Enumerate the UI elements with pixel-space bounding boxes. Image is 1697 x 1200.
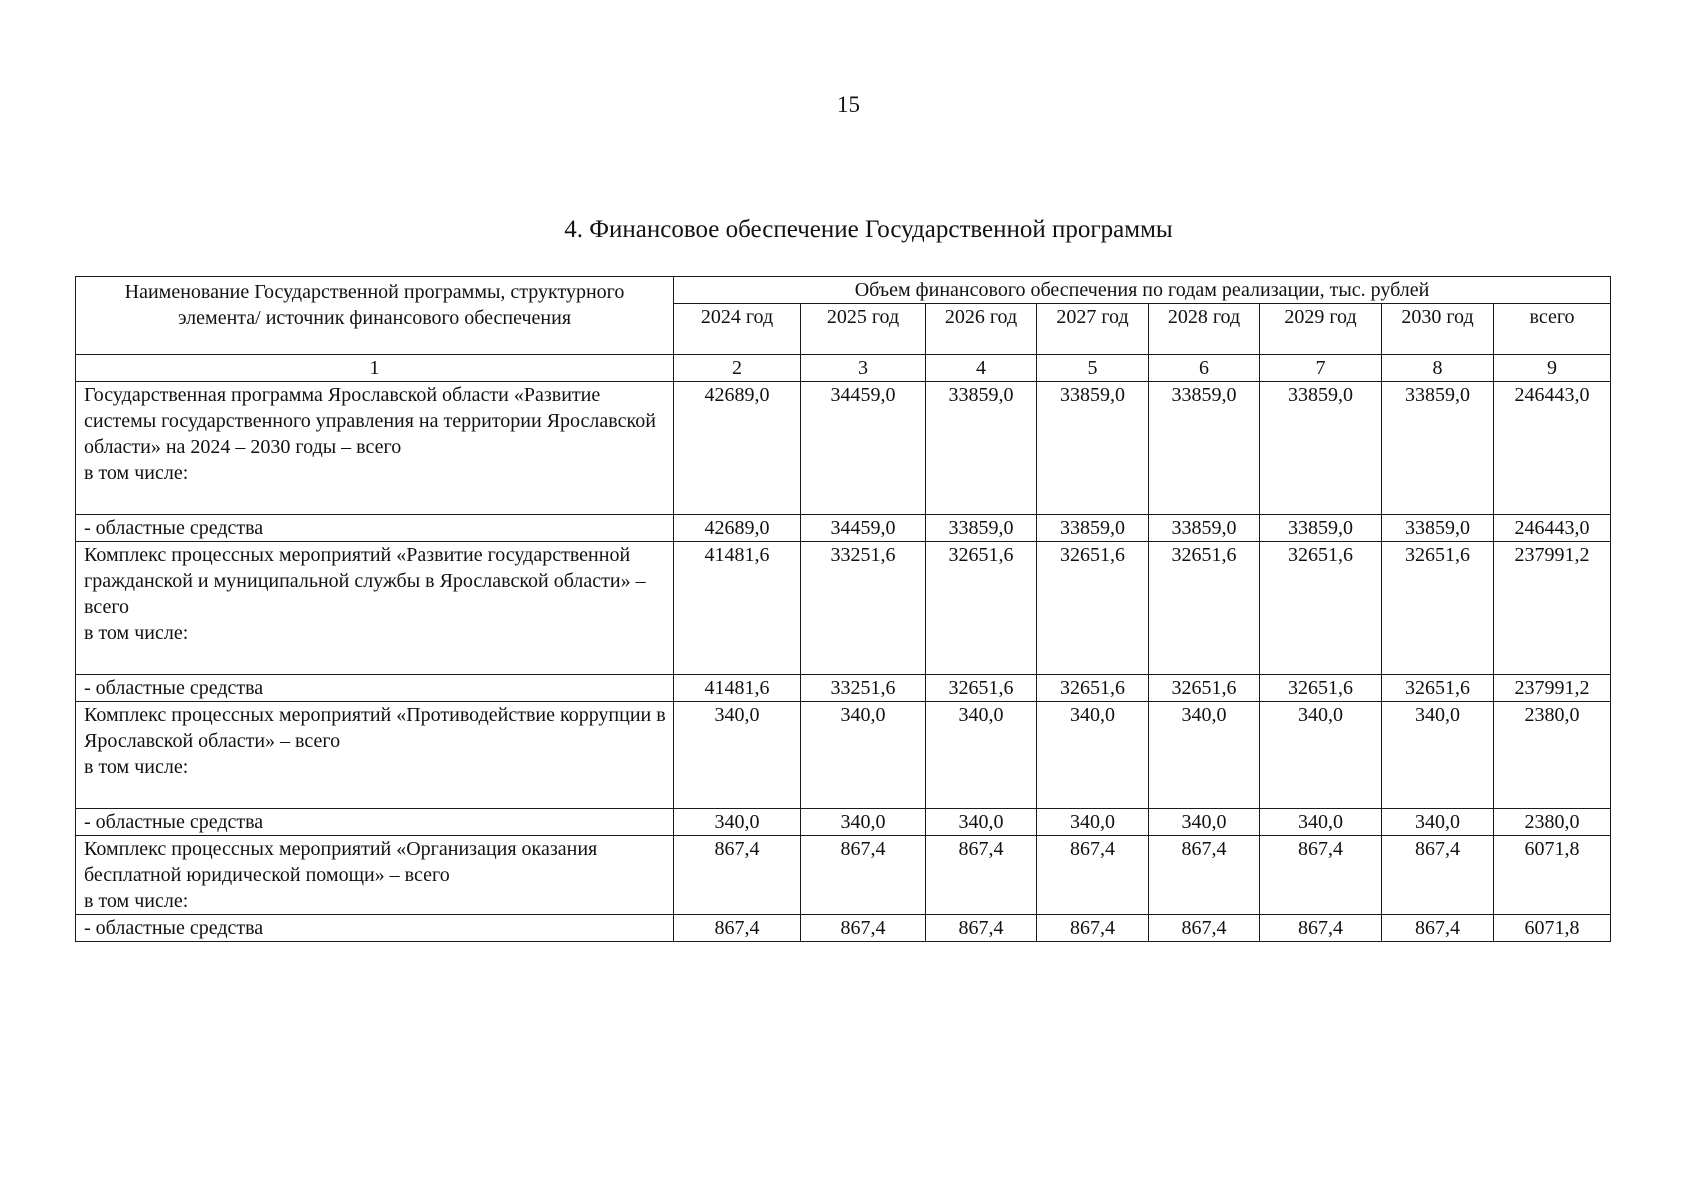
- financing-table: [75, 276, 1611, 942]
- year-value-cell: 32651,6: [1382, 675, 1494, 702]
- year-value-cell: 867,4: [1149, 915, 1260, 942]
- year-value-cell: 33859,0: [1037, 382, 1149, 515]
- total-value-cell: 237991,2: [1494, 675, 1611, 702]
- year-value-cell: 340,0: [1382, 809, 1494, 836]
- year-value-cell: 867,4: [674, 836, 801, 915]
- year-value-cell: 32651,6: [1149, 542, 1260, 675]
- year-value-cell: 32651,6: [926, 675, 1037, 702]
- source-label: - областные средства: [76, 809, 674, 836]
- year-value-cell: 42689,0: [674, 515, 801, 542]
- year-value-cell: 340,0: [674, 809, 801, 836]
- year-value-cell: 32651,6: [1382, 542, 1494, 675]
- year-value-cell: 340,0: [1149, 702, 1260, 809]
- year-header: 2028 год: [1149, 304, 1260, 355]
- header-row-top: [76, 277, 1611, 304]
- year-value-cell: 41481,6: [674, 675, 801, 702]
- year-value-cell: 33859,0: [1149, 382, 1260, 515]
- year-value-cell: 340,0: [1382, 702, 1494, 809]
- year-value-cell: 867,4: [1037, 915, 1149, 942]
- year-value-cell: 33859,0: [1382, 382, 1494, 515]
- year-value-cell: 34459,0: [801, 382, 926, 515]
- total-value-cell: 6071,8: [1494, 836, 1611, 915]
- year-value-cell: 867,4: [926, 836, 1037, 915]
- year-value-cell: 340,0: [926, 702, 1037, 809]
- year-value-cell: 867,4: [801, 836, 926, 915]
- year-value-cell: 33251,6: [801, 542, 926, 675]
- program-label: Комплекс процессных мероприятий «Противодействие коррупции в Ярославской области» – всего в том числе:: [76, 702, 674, 809]
- year-value-cell: 32651,6: [1260, 542, 1382, 675]
- total-header: всего: [1494, 304, 1611, 355]
- page-number: 15: [837, 92, 860, 117]
- program-row: [76, 382, 1611, 515]
- total-value-cell: 2380,0: [1494, 809, 1611, 836]
- year-value-cell: 340,0: [1260, 809, 1382, 836]
- year-value-cell: 33859,0: [1382, 515, 1494, 542]
- program-label: Государственная программа Ярославской области «Развитие системы государственного управления на территории Ярославской области» на 2024 – 2030 годы – всего в том числе:: [76, 382, 674, 515]
- source-label: - областные средства: [76, 675, 674, 702]
- program-label: Комплекс процессных мероприятий «Организация оказания бесплатной юридической помощи» – всего в том числе:: [76, 836, 674, 915]
- column-number-row: [76, 355, 1611, 382]
- year-value-cell: 867,4: [1037, 836, 1149, 915]
- program-row: [76, 542, 1611, 675]
- year-value-cell: 867,4: [801, 915, 926, 942]
- year-value-cell: 340,0: [801, 702, 926, 809]
- total-value-cell: 6071,8: [1494, 915, 1611, 942]
- year-value-cell: 33251,6: [801, 675, 926, 702]
- column-number: 9: [1494, 355, 1611, 382]
- year-header: 2026 год: [926, 304, 1037, 355]
- source-row: [76, 809, 1611, 836]
- total-value-cell: 2380,0: [1494, 702, 1611, 809]
- year-value-cell: 340,0: [1037, 702, 1149, 809]
- year-value-cell: 867,4: [926, 915, 1037, 942]
- program-row: [76, 702, 1611, 809]
- column-number: 2: [674, 355, 801, 382]
- year-value-cell: 33859,0: [1260, 382, 1382, 515]
- year-value-cell: 34459,0: [801, 515, 926, 542]
- column-number: 3: [801, 355, 926, 382]
- year-value-cell: 867,4: [1382, 915, 1494, 942]
- year-value-cell: 33859,0: [926, 515, 1037, 542]
- year-value-cell: 340,0: [1260, 702, 1382, 809]
- column-number: 6: [1149, 355, 1260, 382]
- source-row: [76, 915, 1611, 942]
- year-value-cell: 867,4: [1382, 836, 1494, 915]
- year-value-cell: 340,0: [1037, 809, 1149, 836]
- data-rows: [76, 382, 1611, 942]
- program-row: [76, 836, 1611, 915]
- year-value-cell: 42689,0: [674, 382, 801, 515]
- column-number: 7: [1260, 355, 1382, 382]
- section-title: 4. Финансовое обеспечение Государственной программы: [564, 216, 1173, 243]
- column-number: 8: [1382, 355, 1494, 382]
- year-value-cell: 340,0: [674, 702, 801, 809]
- year-value-cell: 867,4: [1260, 836, 1382, 915]
- header-name-cell: Наименование Государственной программы, структурного элемента/ источник финансового обеспечения: [76, 277, 674, 355]
- total-value-cell: 246443,0: [1494, 382, 1611, 515]
- year-value-cell: 867,4: [674, 915, 801, 942]
- year-value-cell: 32651,6: [1260, 675, 1382, 702]
- year-header: 2029 год: [1260, 304, 1382, 355]
- total-value-cell: 237991,2: [1494, 542, 1611, 675]
- year-value-cell: 867,4: [1149, 836, 1260, 915]
- year-value-cell: 33859,0: [1260, 515, 1382, 542]
- year-header: 2030 год: [1382, 304, 1494, 355]
- year-value-cell: 867,4: [1260, 915, 1382, 942]
- year-value-cell: 340,0: [926, 809, 1037, 836]
- column-number: 4: [926, 355, 1037, 382]
- source-row: [76, 515, 1611, 542]
- year-value-cell: 32651,6: [1149, 675, 1260, 702]
- year-header: 2024 год: [674, 304, 801, 355]
- source-label: - областные средства: [76, 915, 674, 942]
- source-label: - областные средства: [76, 515, 674, 542]
- source-row: [76, 675, 1611, 702]
- year-value-cell: 32651,6: [1037, 675, 1149, 702]
- year-value-cell: 32651,6: [926, 542, 1037, 675]
- year-header: 2027 год: [1037, 304, 1149, 355]
- header-volume-cell: Объем финансового обеспечения по годам реализации, тыс. рублей: [674, 277, 1611, 304]
- total-value-cell: 246443,0: [1494, 515, 1611, 542]
- year-value-cell: 32651,6: [1037, 542, 1149, 675]
- column-number: 1: [76, 355, 674, 382]
- year-value-cell: 33859,0: [926, 382, 1037, 515]
- year-value-cell: 340,0: [801, 809, 926, 836]
- year-value-cell: 41481,6: [674, 542, 801, 675]
- year-value-cell: 340,0: [1149, 809, 1260, 836]
- year-value-cell: 33859,0: [1037, 515, 1149, 542]
- program-label: Комплекс процессных мероприятий «Развитие государственной гражданской и муниципальной службы в Ярославской области» – всего в том числе:: [76, 542, 674, 675]
- year-header: 2025 год: [801, 304, 926, 355]
- column-number: 5: [1037, 355, 1149, 382]
- year-value-cell: 33859,0: [1149, 515, 1260, 542]
